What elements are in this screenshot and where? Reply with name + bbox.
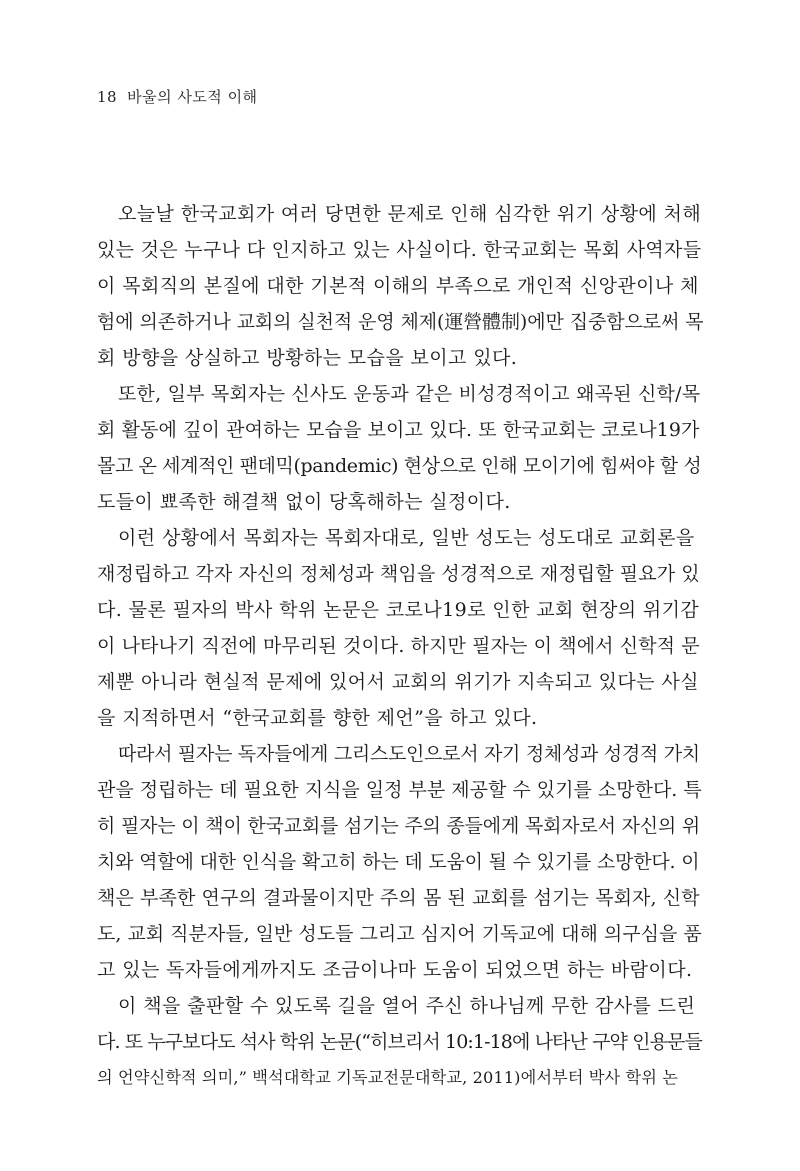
text-line: 책은 부족한 연구의 결과물이지만 주의 몸 된 교회를 섬기는 목회자, 신학 [97, 887, 700, 909]
running-head [97, 86, 258, 107]
text-line: 고 있는 독자들에게까지도 조금이나마 도움이 되었으면 하는 바람이다. [97, 959, 693, 981]
text-line: 도, 교회 직분자들, 일반 성도들 그리고 심지어 기독교에 대해 의구심을 품 [97, 923, 702, 945]
body-text [97, 196, 703, 1096]
book-title: 바울의 사도적 이해 [127, 88, 258, 106]
text-line: 회 방향을 상실하고 방황하는 모습을 보이고 있다. [97, 347, 518, 369]
text-line: 이런 상황에서 목회자는 목회자대로, 일반 성도는 성도대로 교회론을 [118, 527, 695, 549]
text-line: 관을 정립하는 데 필요한 지식을 일정 부분 제공할 수 있기를 소망한다. 특 [97, 779, 702, 801]
text-line: 따라서 필자는 독자들에게 그리스도인으로서 자기 정체성과 성경적 가치 [118, 743, 700, 765]
text-line: 을 지적하면서 “한국교회를 향한 제언”을 하고 있다. [97, 707, 538, 729]
text-line: 있는 것은 누구나 다 인지하고 있는 사실이다. 한국교회는 목회 사역자들 [97, 239, 702, 261]
text-line: 이 목회직의 본질에 대한 기본적 이해의 부족으로 개인적 신앙관이나 체 [97, 275, 699, 297]
text-line: 회 활동에 깊이 관여하는 모습을 보이고 있다. 또 한국교회는 코로나19가 [97, 419, 700, 441]
text-line: 히 필자는 이 책이 한국교회를 섬기는 주의 종들에게 목회자로서 자신의 위 [97, 815, 701, 837]
text-line: 의 언약신학적 의미,” 백석대학교 기독교전문대학교, 2011)에서부터 박사 학위 논 [97, 1068, 678, 1087]
text-line: 도들이 뾰족한 해결책 없이 당혹해하는 실정이다. [97, 491, 511, 513]
text-line: 치와 역할에 대한 인식을 확고히 하는 데 도움이 될 수 있기를 소망한다. 이 [97, 851, 700, 873]
text-line: 이 책을 출판할 수 있도록 길을 열어 주신 하나님께 무한 감사를 드린 [118, 995, 696, 1017]
text-line: 오늘날 한국교회가 여러 당면한 문제로 인해 심각한 위기 상황에 처해 [118, 203, 702, 225]
text-line: 재정립하고 각자 자신의 정체성과 책임을 성경적으로 재정립할 필요가 있 [97, 563, 700, 585]
text-line: 다. 물론 필자의 박사 학위 논문은 코로나19로 인한 교회 현장의 위기감 [97, 599, 700, 621]
text-line: 다. 또 누구보다도 석사 학위 논문(“히브리서 10:1-18에 나타난 구약 인용문들 [97, 1031, 702, 1053]
text-line: 이 나타나기 직전에 마무리된 것이다. 하지만 필자는 이 책에서 신학적 문 [97, 635, 700, 657]
text-line: 제뿐 아니라 현실적 문제에 있어서 교회의 위기가 지속되고 있다는 사실 [97, 671, 699, 693]
text-line: 몰고 온 세계적인 팬데믹(pandemic) 현상으로 인해 모이기에 힘써야 할 성 [97, 455, 702, 477]
text-line: 또한, 일부 목회자는 신사도 운동과 같은 비성경적이고 왜곡된 신학/목 [118, 383, 701, 405]
page-number: 18 [97, 88, 118, 106]
text-line: 험에 의존하거나 교회의 실천적 운영 체제(運營體制)에만 집중함으로써 목 [97, 311, 703, 333]
